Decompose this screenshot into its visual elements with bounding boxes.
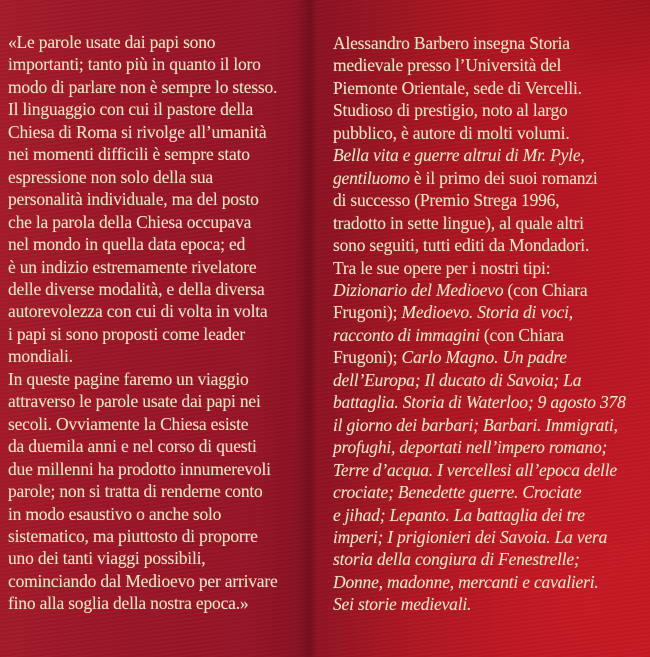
bio-line xyxy=(333,167,650,189)
book-title-text: racconto di immagini xyxy=(333,324,480,345)
book-title-text: Sei storie medievali. xyxy=(333,594,472,615)
bio-line xyxy=(333,279,650,301)
bio-line xyxy=(333,459,650,481)
quote-line: personalità individuale, ma del posto xyxy=(8,189,259,210)
bio-line xyxy=(333,391,650,413)
book-title-text: Donne, madonne, mercanti e cavalieri. xyxy=(333,571,599,592)
book-title-text: gentiluomo xyxy=(333,167,410,188)
quote-line: Il linguaggio con cui il pastore della xyxy=(8,99,254,120)
book-title-text: storia della congiura di Fenestrelle; xyxy=(333,549,580,570)
quote-line: autorevolezza con cui di volta in volta xyxy=(8,301,268,322)
quote-line: è un indizio estremamente rivelatore xyxy=(8,256,257,277)
book-title-text: profughi, deportati nell’impero romano; xyxy=(333,437,608,458)
quote-line: due millenni ha prodotto innumerevoli xyxy=(8,458,271,479)
book-title-text: imperi; I prigionieri dei Savoia. La vera xyxy=(333,526,608,547)
bio-text: tradotto in sette lingue), al quale altri xyxy=(333,212,584,233)
bio-text: di successo (Premio Strega 1996, xyxy=(333,190,560,211)
book-title-text: crociate; Benedette guerre. Crociate xyxy=(333,482,582,503)
book-title-text: e jihad; Lepanto. La battaglia dei tre xyxy=(333,504,585,525)
bio-line xyxy=(333,481,650,503)
bio-text: medievale presso l’Università del xyxy=(333,55,562,76)
quote-line: nel mondo in quella data epoca; ed xyxy=(8,234,246,255)
bio-text: pubblico, è autore di molti volumi. xyxy=(333,122,570,143)
quote-line: espressione non solo della sua xyxy=(8,166,213,187)
bio-line xyxy=(333,189,650,211)
quote-line: modo di parlare non è sempre lo stesso. xyxy=(8,76,278,97)
bio-line xyxy=(333,369,650,391)
quote-line: i papi si sono proposti come leader xyxy=(8,323,245,344)
quote-line: importanti; tanto più in quanto il loro xyxy=(8,54,261,75)
bio-text: (con Chiara xyxy=(503,279,588,300)
book-title-text: Carlo Magno. Un padre xyxy=(401,347,567,368)
quote-line: uno dei tanti viaggi possibili, xyxy=(8,548,206,569)
quote-column xyxy=(8,31,310,615)
quote-line: secoli. Ovviamente la Chiesa esiste xyxy=(8,413,249,434)
book-title-text: Terre d’acqua. I vercellesi all’epoca delle xyxy=(333,459,617,480)
book-title-text: Medioevo. Storia di voci, xyxy=(401,302,573,323)
bio-text: (con Chiara xyxy=(479,324,564,345)
book-title-text: Dizionario del Medioevo xyxy=(333,279,504,300)
bio-line xyxy=(333,99,650,121)
bio-text: sono seguiti, tutti editi da Mondadori. xyxy=(333,235,590,256)
bio-line xyxy=(333,32,650,54)
bio-line xyxy=(333,436,650,458)
quote-line: in modo esaustivo o anche solo xyxy=(8,503,222,524)
quote-line: In queste pagine faremo un viaggio xyxy=(8,368,249,389)
author-bio-column xyxy=(333,32,650,616)
quote-line: nei momenti difficili è sempre stato xyxy=(8,144,250,165)
bio-line xyxy=(333,548,650,570)
bio-line xyxy=(333,504,650,526)
bio-line xyxy=(333,54,650,76)
book-title-text: battaglia. Storia di Waterloo; 9 agosto 378 xyxy=(333,392,626,413)
quote-line: mondiali. xyxy=(8,346,73,367)
bio-text: Tra le sue opere per i nostri tipi: xyxy=(333,257,551,278)
quote-line: delle diverse modalità, e della diversa xyxy=(8,278,265,299)
bio-line xyxy=(333,526,650,548)
bio-line xyxy=(333,122,650,144)
bio-line xyxy=(333,414,650,436)
bio-line xyxy=(333,234,650,256)
quote-line: da duemila anni e nel corso di questi xyxy=(8,436,257,457)
quote-line: «Le parole usate dai papi sono xyxy=(8,32,216,52)
bio-text: Alessandro Barbero insegna Storia xyxy=(333,33,570,53)
bio-line xyxy=(333,324,650,346)
bio-text: Studioso di prestigio, noto al largo xyxy=(333,100,568,121)
quote-line: cominciando dal Medioevo per arrivare xyxy=(8,570,278,591)
bio-text: Frugoni); xyxy=(333,347,402,368)
bio-line xyxy=(333,346,650,368)
bio-line xyxy=(333,301,650,323)
book-title-text: Bella vita e guerre altrui di Mr. Pyle, xyxy=(333,145,585,166)
quote-line: che la parola della Chiesa occupava xyxy=(8,211,252,232)
bio-line xyxy=(333,212,650,234)
quote-line: Chiesa di Roma si rivolge all’umanità xyxy=(8,121,267,142)
bio-line xyxy=(333,257,650,279)
bio-line xyxy=(333,77,650,99)
quote-line: parole; non si tratta di renderne conto xyxy=(8,481,263,502)
bio-text: è il primo dei suoi romanzi xyxy=(409,167,598,188)
bio-text: Frugoni); xyxy=(333,302,402,323)
bio-line xyxy=(333,144,650,166)
quote-line: sistematico, ma piuttosto di proporre xyxy=(8,525,258,546)
quote-line: attraverso le parole usate dai papi nei xyxy=(8,391,261,412)
bio-text: Piemonte Orientale, sede di Vercelli. xyxy=(333,77,582,98)
bio-line xyxy=(333,593,650,615)
quote-line: fino alla soglia della nostra epoca.» xyxy=(8,593,249,614)
book-title-text: il giorno dei barbari; Barbari. Immigrati, xyxy=(333,414,618,435)
book-title-text: dell’Europa; Il ducato di Savoia; La xyxy=(333,369,582,390)
bio-line xyxy=(333,571,650,593)
